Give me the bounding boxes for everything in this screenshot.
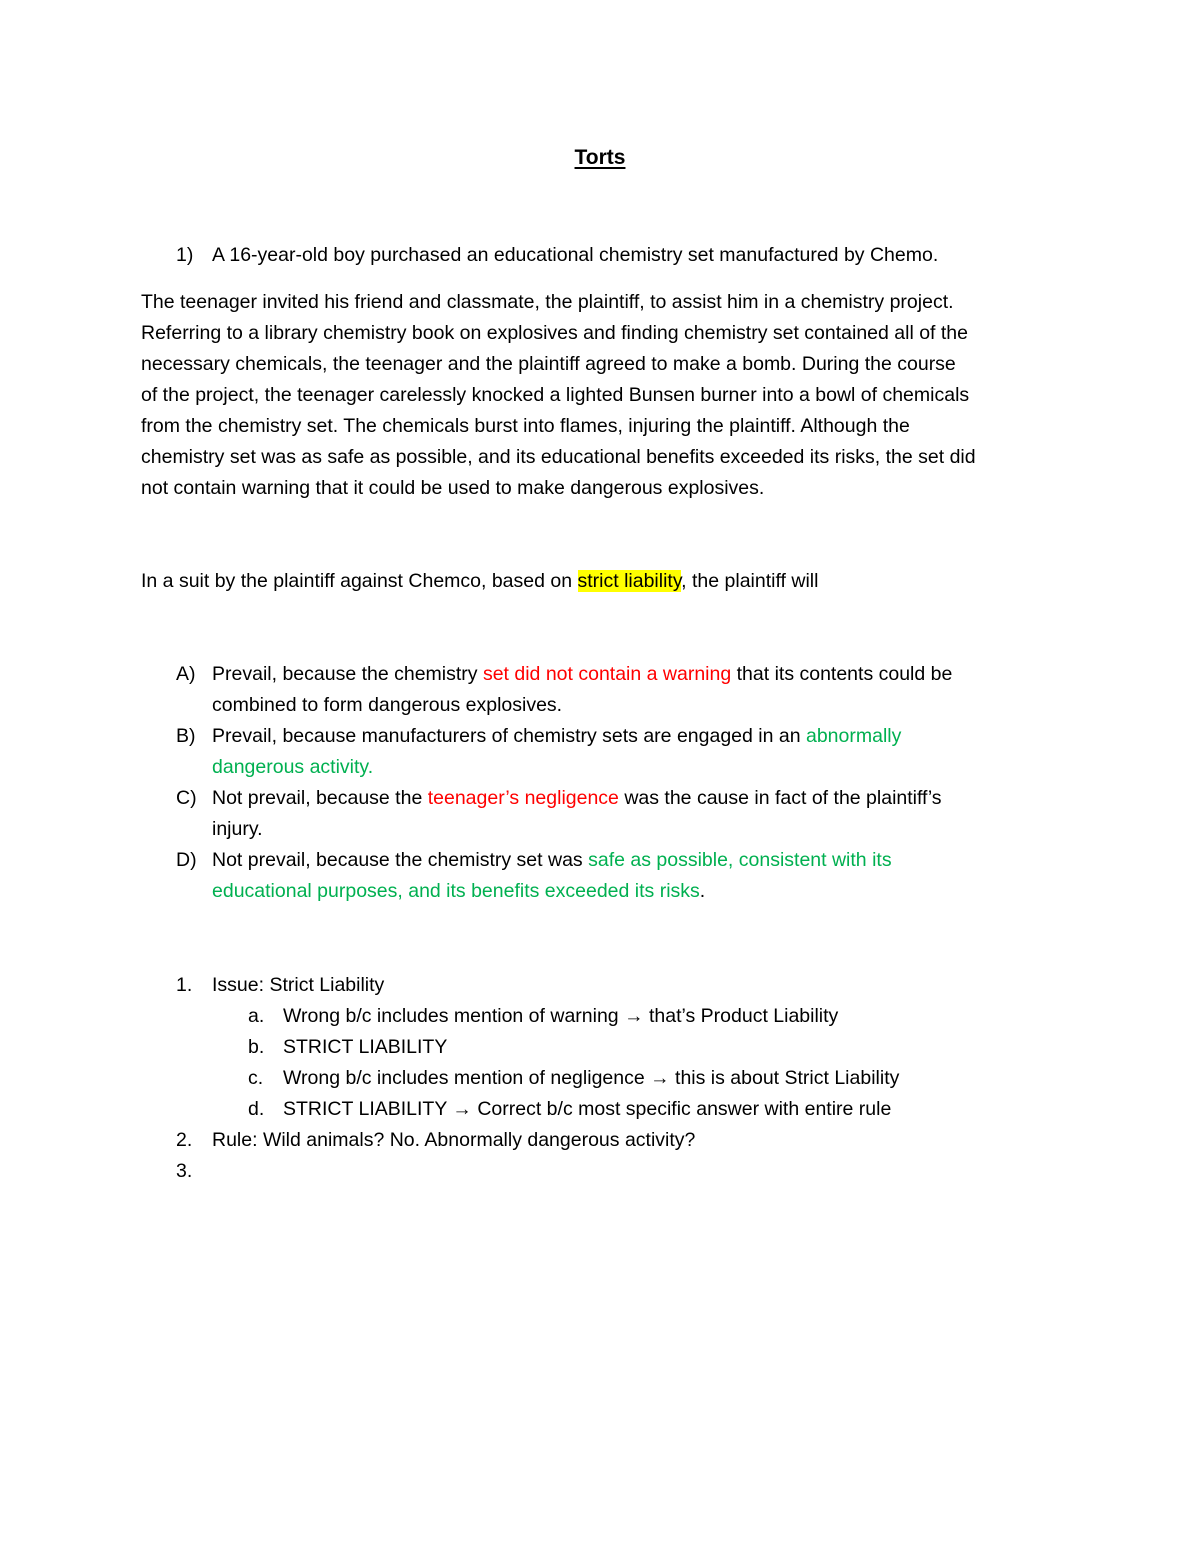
prompt-text-end: , the plaintiff will [681,570,819,592]
note-text: Rule: Wild animals? No. Abnormally dangerous activity? [212,1129,696,1151]
answer-choices [176,659,1076,907]
choice-text: injury. [212,818,263,840]
choice-a [176,659,1076,721]
note-subitem-letter: d. [248,1098,265,1120]
question-intro-text: A 16-year-old boy purchased an educational chemistry set manufactured by Chemo. [212,244,939,266]
choice-text: Not prevail, because the chemistry set was [212,849,589,871]
note-subitem-text: Wrong b/c includes mention of warning → that’s Product Liability [283,1005,839,1027]
note-subitem-letter: c. [248,1067,264,1089]
choice-text: . [699,880,706,902]
question-prompt [141,566,1071,597]
note-subitem-text: STRICT LIABILITY → Correct b/c most specific answer with entire rule [283,1098,892,1120]
note-text: Issue: Strict Liability [212,974,385,996]
choice-letter: C) [176,787,197,809]
note-item-issue [176,970,1076,1001]
note-subitem [176,1032,1076,1063]
note-item-rule [176,1125,1076,1156]
fact-line: of the project, the teenager carelessly knocked a lighted Bunsen burner into a bowl of chemicals [141,384,970,406]
choice-letter: A) [176,663,196,685]
note-number: 3. [176,1160,193,1182]
note-subitem [176,1094,1076,1125]
note-subitem [176,1063,1076,1094]
note-text [212,1160,217,1182]
prompt-highlight: strict liability [577,570,682,592]
question-number: 1) [176,244,194,266]
note-subitem-text: STRICT LIABILITY [283,1036,448,1058]
choice-text: combined to form dangerous explosives. [212,694,563,716]
note-number: 2. [176,1129,193,1151]
analysis-notes [176,970,1076,1187]
note-item-empty [176,1156,1076,1187]
fact-line: from the chemistry set. The chemicals burst into flames, injuring the plaintiff. Although the [141,415,910,437]
note-subitem-letter: a. [248,1005,265,1027]
choice-text: Not prevail, because the [212,787,428,809]
fact-line: Referring to a library chemistry book on explosives and finding chemistry set contained all of the [141,322,968,344]
choice-green-text: safe as possible, consistent with its [588,849,892,871]
note-subitem-text: Wrong b/c includes mention of negligence → this is about Strict Liability [283,1067,900,1089]
fact-line: not contain warning that it could be used to make dangerous explosives. [141,477,765,499]
prompt-text: In a suit by the plaintiff against Chemco, based on [141,570,578,592]
fact-line: chemistry set was as safe as possible, and its educational benefits exceeded its risks, the set did [141,446,976,468]
choice-text: was the cause in fact of the plaintiff’s [618,787,942,809]
choice-text: Prevail, because manufacturers of chemistry sets are engaged in an [212,725,806,747]
choice-d [176,845,1076,907]
note-subitem-letter: b. [248,1036,265,1058]
choice-red-text: teenager’s negligence [427,787,619,809]
note-subitem [176,1001,1076,1032]
choice-b [176,721,1076,783]
fact-line: The teenager invited his friend and classmate, the plaintiff, to assist him in a chemistry project. [141,291,954,313]
choice-text: that its contents could be [731,663,953,685]
note-number: 1. [176,974,193,996]
choice-c [176,783,1076,845]
choice-text: Prevail, because the chemistry [212,663,483,685]
choice-green-text: dangerous activity. [212,756,374,778]
choice-red-text: set did not contain a warning [482,663,732,685]
choice-letter: B) [176,725,196,747]
fact-line: necessary chemicals, the teenager and the plaintiff agreed to make a bomb. During the course [141,353,956,375]
choice-green-text: abnormally [805,725,902,747]
question-intro [176,240,1076,271]
choice-green-text: educational purposes, and its benefits exceeded its risks [212,880,700,902]
page-title: Torts [574,146,626,169]
fact-pattern [141,287,1071,504]
choice-letter: D) [176,849,197,871]
